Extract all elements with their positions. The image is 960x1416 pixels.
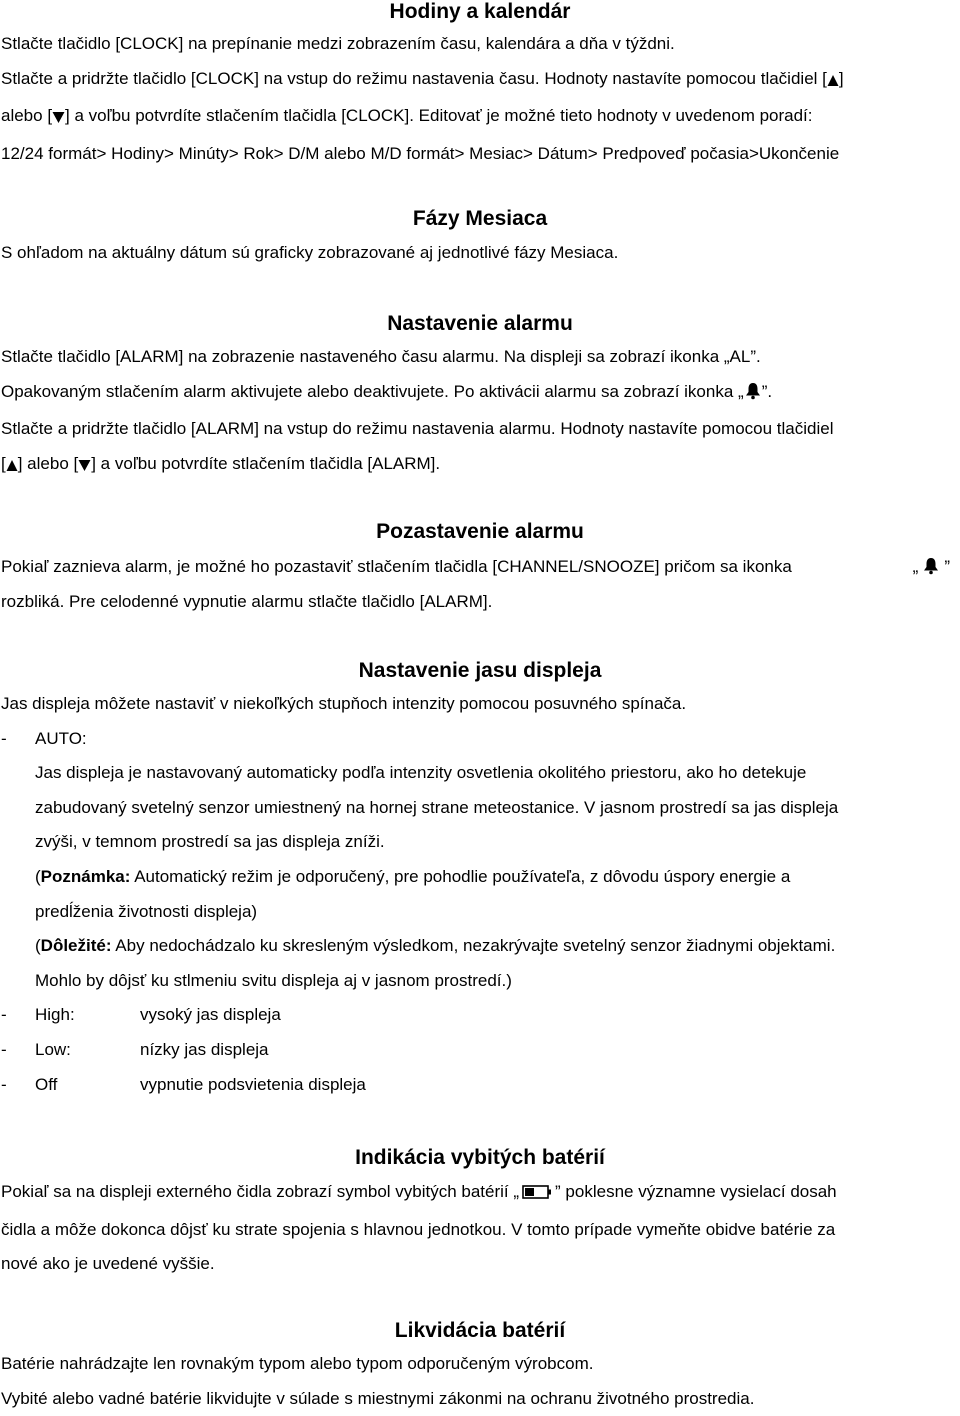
note-label: Poznámka: xyxy=(40,866,131,886)
paragraph: Stlačte a pridržte tlačidlo [ALARM] na vstup do režimu nastavenia alarmu. Hodnoty nastavíte pomocou tlačidiel xyxy=(1,419,834,439)
text: Automatický režim je odporučený, pre pohodlie používateľa, z dôvodu úspory energie a xyxy=(130,866,791,886)
section-moon-text xyxy=(1,236,959,271)
auto-label: AUTO: xyxy=(35,728,87,748)
triangle-down-icon xyxy=(52,102,65,137)
list-item-low xyxy=(1,1033,959,1068)
bell-quote xyxy=(913,550,950,588)
section-heading-brightness: Nastavenie jasu displeja xyxy=(358,659,602,682)
paragraph: S ohľadom na aktuálny dátum sú graficky zobrazované aj jednotlivé fázy Mesiaca. xyxy=(1,243,619,262)
paragraph: Vybité alebo vadné batérie likvidujte v súlade s miestnymi zákonmi na ochranu životného prostredia. xyxy=(1,1388,755,1408)
paragraph: 12/24 formát> Hodiny> Minúty> Rok> D/M alebo M/D formát> Mesiac> Dátum> Predpoveď počasia>Ukončenie xyxy=(1,143,840,163)
list-dash: - xyxy=(1,1039,7,1059)
list-dash: - xyxy=(1,728,7,748)
paragraph: Stlačte tlačidlo [ALARM] na zobrazenie nastaveného času alarmu. Na displeji sa zobrazí ikonka „AL”. xyxy=(1,347,761,366)
paragraph xyxy=(1,1175,959,1213)
low-battery-icon xyxy=(522,1178,552,1213)
section-snooze-text xyxy=(1,550,959,619)
text: ( xyxy=(35,866,41,886)
section-heading-moon: Fázy Mesiaca xyxy=(412,207,548,230)
text: ] alebo [ xyxy=(17,453,79,473)
option-desc: vypnutie podsvietenia displeja xyxy=(140,1074,366,1094)
paragraph: zabudovaný svetelný senzor umiestnený na hornej strane meteostanice. V jasnom prostredí sa jas displeja xyxy=(35,797,839,817)
bell-icon xyxy=(744,378,762,413)
paragraph: predĺženia životnosti displeja) xyxy=(35,901,258,921)
text: Opakovaným stlačením alarm aktivujete alebo deaktivujete. Po aktivácii alarmu sa zobrazí ikonka „ xyxy=(1,381,744,401)
option-desc: vysoký jas displeja xyxy=(140,1005,281,1025)
section-heading-snooze: Pozastavenie alarmu xyxy=(376,520,584,543)
list-dash: - xyxy=(1,1005,7,1025)
text: ] a voľbu potvrdíte stlačením tlačidla [ALARM]. xyxy=(91,453,441,473)
text: ( xyxy=(35,936,41,956)
paragraph: Jas displeja môžete nastaviť v niekoľkých stupňoch intenzity pomocou posuvného spínača. xyxy=(1,694,687,713)
text: Stlačte a pridržte tlačidlo [CLOCK] na vstup do režimu nastavenia času. Hodnoty nastavíte pomocou tlačidiel [ xyxy=(1,68,827,88)
option-label: Off xyxy=(35,1074,58,1094)
paragraph: čidla a môže dokonca dôjsť ku strate spojenia s hlavnou jednotkou. V tomto prípade vymeňte obidve batérie za xyxy=(1,1219,836,1239)
list-item-auto xyxy=(1,722,959,757)
section-disposal-text xyxy=(1,1347,959,1416)
paragraph: nové ako je uvedené vyššie. xyxy=(1,1254,215,1274)
list-item-off xyxy=(1,1068,959,1103)
section-heading-disposal: Likvidácia batérií xyxy=(394,1319,566,1342)
triangle-up-icon xyxy=(6,450,18,485)
triangle-up-icon xyxy=(827,65,839,100)
text: Pokiaľ zaznieva alarm, je možné ho pozastaviť stlačením tlačidla [CHANNEL/SNOOZE] pričom sa ikonka xyxy=(1,557,792,576)
text: Pokiaľ sa na displeji externého čidla zobrazí symbol vybitých batérií „ xyxy=(1,1182,520,1201)
paragraph xyxy=(1,62,959,100)
text: Aby nedochádzalo ku skresleným výsledkom, nezakrývajte svetelný senzor žiadnymi objektami. xyxy=(111,936,836,956)
option-desc: nízky jas displeja xyxy=(140,1039,269,1059)
triangle-down-icon xyxy=(78,450,91,485)
section-alarm-text xyxy=(1,340,959,484)
section-battery-text xyxy=(1,1175,959,1282)
paragraph: Stlačte tlačidlo [CLOCK] na prepínanie medzi zobrazením času, kalendára a dňa v týždni. xyxy=(1,34,675,53)
note-paragraph xyxy=(1,860,959,895)
section-heading-alarm: Nastavenie alarmu xyxy=(387,312,573,335)
list-item-high xyxy=(1,998,959,1033)
text: alebo [ xyxy=(1,106,53,126)
section-heading-battery: Indikácia vybitých batérií xyxy=(355,1146,605,1169)
option-label: High: xyxy=(35,1005,75,1025)
paragraph xyxy=(1,375,959,413)
important-paragraph xyxy=(1,929,959,964)
quote-close: ” xyxy=(944,557,950,576)
paragraph xyxy=(1,447,959,485)
paragraph: Jas displeja je nastavovaný automaticky podľa intenzity osvetlenia okolitého priestoru, ako ho detekuje xyxy=(35,763,807,783)
section-clock-text xyxy=(1,27,959,171)
option-label: Low: xyxy=(35,1039,71,1059)
paragraph: zvýši, v temnom prostredí sa jas displeja zníži. xyxy=(35,832,385,852)
paragraph xyxy=(1,99,959,137)
text: ”. xyxy=(761,381,773,401)
section-brightness-text xyxy=(1,687,959,1102)
bell-icon xyxy=(922,553,940,588)
text: ] a voľbu potvrdíte stlačením tlačidla [CLOCK]. Editovať je možné tieto hodnoty v uvedenom poradí: xyxy=(65,106,813,126)
text: ] xyxy=(838,68,844,88)
paragraph: rozbliká. Pre celodenné vypnutie alarmu stlačte tlačidlo [ALARM]. xyxy=(1,591,493,611)
important-label: Dôležité: xyxy=(40,936,112,956)
paragraph xyxy=(1,550,959,585)
list-dash: - xyxy=(1,1074,7,1094)
quote-open: „ xyxy=(912,557,919,576)
paragraph: Mohlo by dôjsť ku stlmeniu svitu displeja aj v jasnom prostredí.) xyxy=(35,970,512,990)
paragraph: Batérie nahrádzajte len rovnakým typom alebo typom odporučeným výrobcom. xyxy=(1,1354,594,1373)
section-heading-clock: Hodiny a kalendár xyxy=(389,0,571,23)
text: [ xyxy=(1,453,6,473)
text: ” poklesne významne vysielací dosah xyxy=(555,1182,837,1201)
